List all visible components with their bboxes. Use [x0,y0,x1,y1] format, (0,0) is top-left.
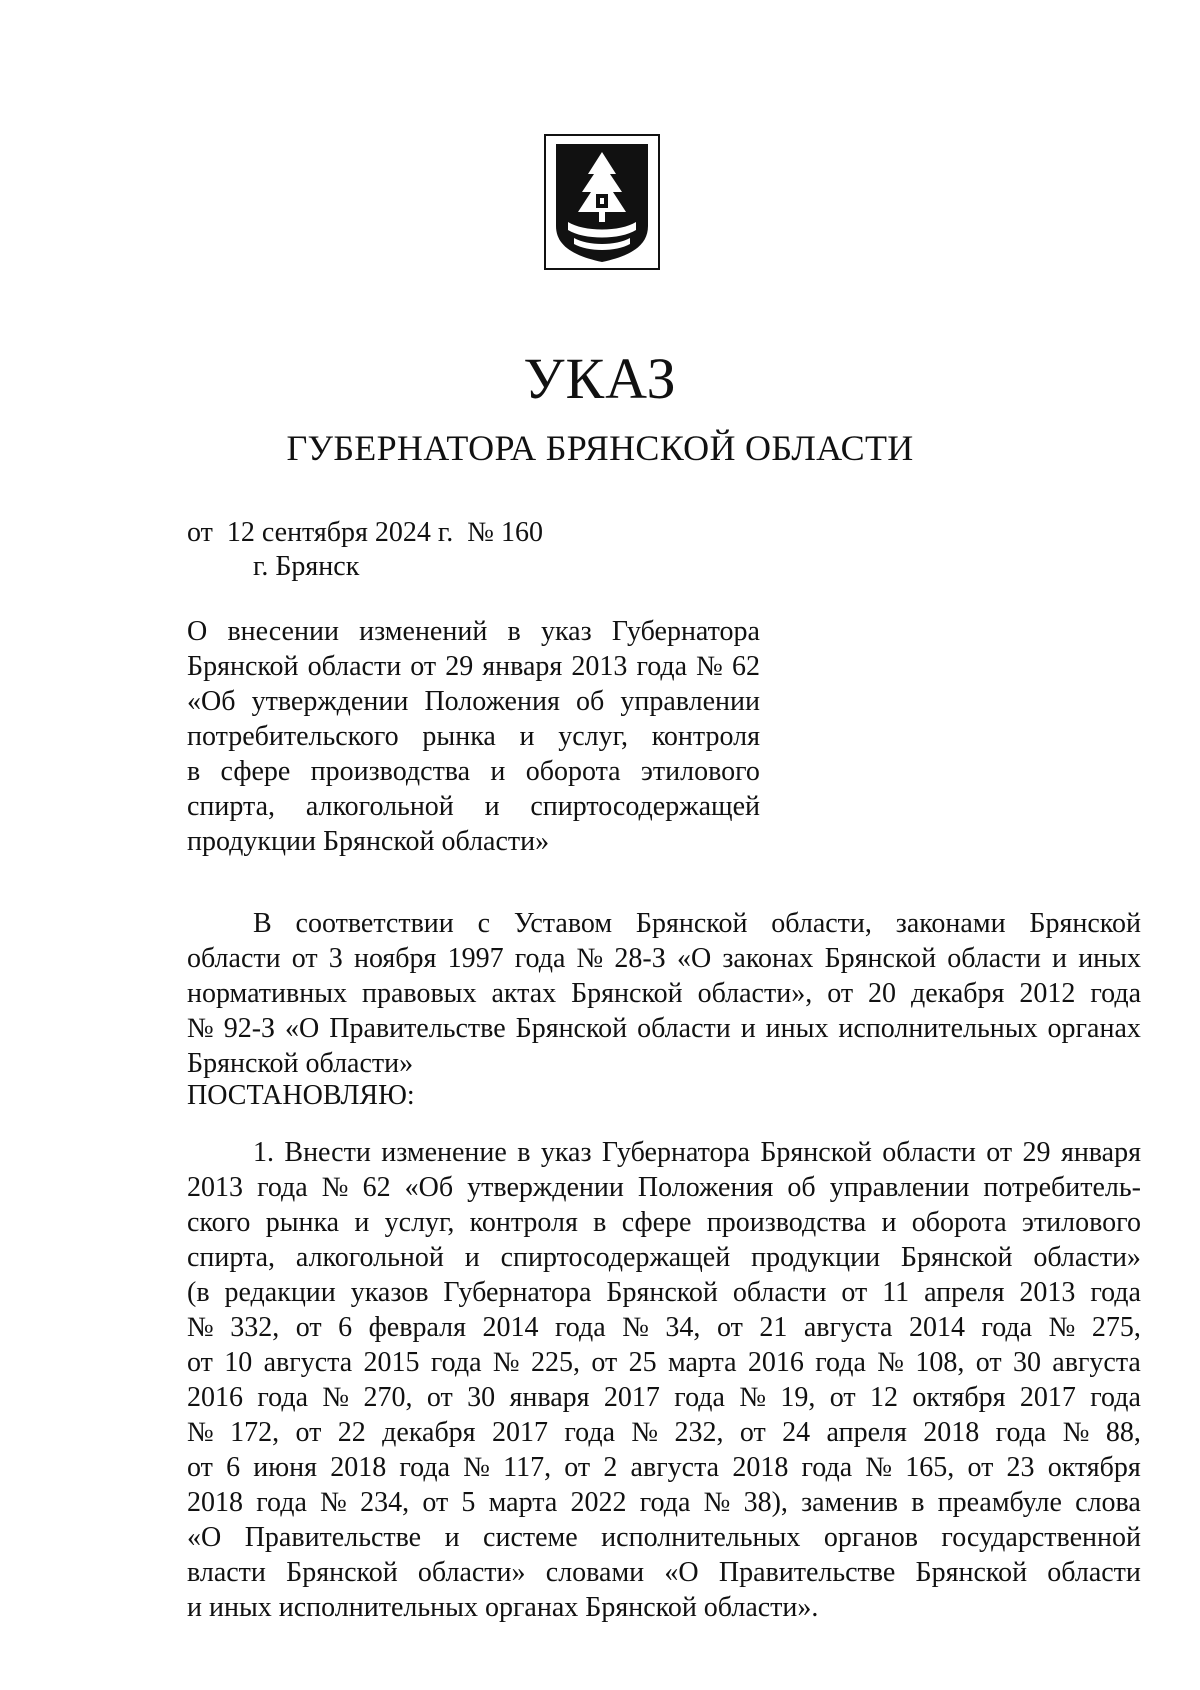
item-line: и иных исполнительных органах Брянской области». [187,1592,819,1623]
resolve-word: ПОСТАНОВЛЯЮ: [187,1080,415,1111]
item-line: от 10 августа 2015 года № 225, от 25 марта 2016 года № 108, от 30 августа [187,1347,1141,1378]
item-line: «О Правительстве и системе исполнительных органов государственной [187,1522,1141,1553]
item-line: № 332, от 6 февраля 2014 года № 34, от 21 августа 2014 года № 275, [187,1312,1141,1343]
item-line: власти Брянской области» словами «О Правительстве Брянской области [187,1557,1141,1588]
preamble-line: нормативных правовых актах Брянской области», от 20 декабря 2012 года [187,978,1141,1009]
item-line: 1. Внести изменение в указ Губернатора Брянской области от 29 января [253,1137,1141,1168]
item-line: спирта, алкогольной и спиртосодержащей продукции Брянской области» [187,1242,1141,1273]
document-subject [187,614,760,859]
preamble-line: № 92-З «О Правительстве Брянской области и иных исполнительных органах [187,1013,1141,1044]
subject-line: потребительского рынка и услуг, контроля [187,721,760,752]
item-line: ского рынка и услуг, контроля в сфере производства и оборота этилового [187,1207,1141,1238]
subject-line: Брянской области от 29 января 2013 года № 62 [187,651,760,682]
item-line: 2018 года № 234, от 5 марта 2022 года № 38), заменив в преамбуле слова [187,1487,1141,1518]
coat-of-arms-icon [544,134,660,270]
document-meta [187,516,543,584]
preamble-paragraph [187,906,1141,1081]
item-line: № 172, от 22 декабря 2017 года № 232, от 24 апреля 2018 года № 88, [187,1417,1141,1448]
preamble-line: Брянской области» [187,1048,414,1079]
item-line: 2016 года № 270, от 30 января 2017 года № 19, от 12 октября 2017 года [187,1382,1141,1413]
item-1-paragraph [187,1135,1141,1625]
city-line: г. Брянск [253,551,360,582]
date-number-line: от 12 сентября 2024 г. № 160 [187,517,543,548]
item-line: 2013 года № 62 «Об утверждении Положения об управлении потребитель- [187,1172,1141,1203]
subject-line: спирта, алкогольной и спиртосодержащей [187,791,760,822]
preamble-line: В соответствии с Уставом Брянской области, законами Брянской [253,908,1141,939]
preamble-line: области от 3 ноября 1997 года № 28-З «О законах Брянской области и иных [187,943,1141,974]
item-line: (в редакции указов Губернатора Брянской области от 11 апреля 2013 года [187,1277,1141,1308]
item-line: от 6 июня 2018 года № 117, от 2 августа 2018 года № 165, от 23 октября [187,1452,1141,1483]
subject-line: О внесении изменений в указ Губернатора [187,616,760,647]
subject-line: «Об утверждении Положения об управлении [187,686,760,717]
subject-line: продукции Брянской области» [187,826,550,857]
subject-line: в сфере производства и оборота этилового [187,756,760,787]
document-subtitle: ГУБЕРНАТОРА БРЯНСКОЙ ОБЛАСТИ [286,428,914,468]
document-title: УКАЗ [523,346,677,411]
